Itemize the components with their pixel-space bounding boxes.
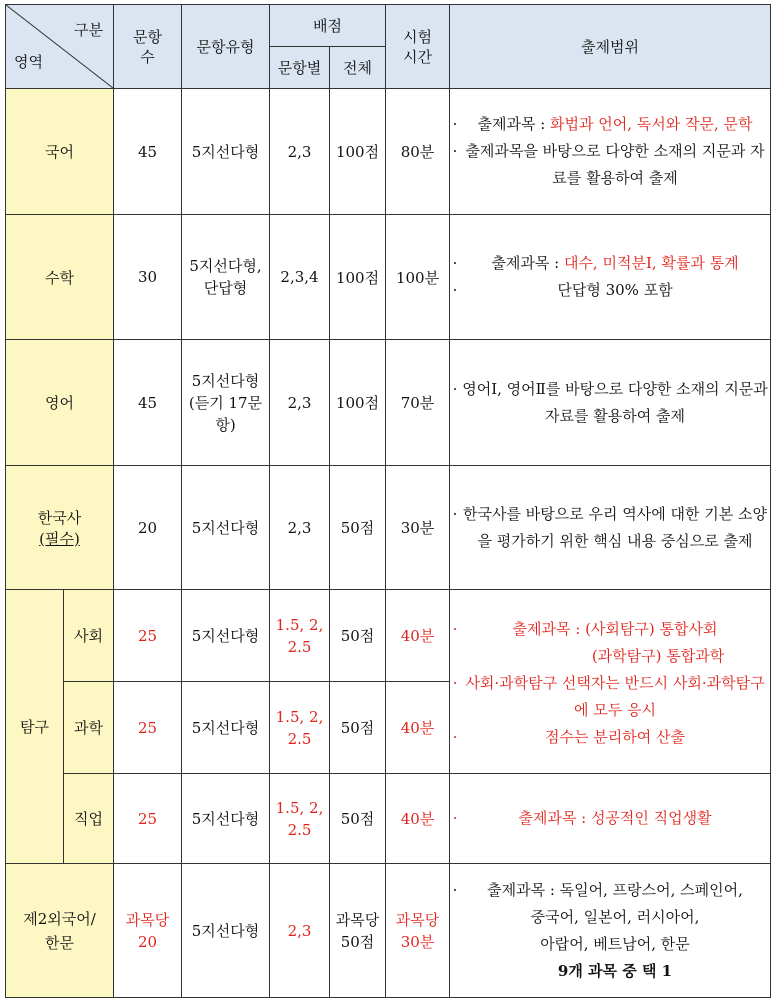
time-english: 70분: [386, 340, 450, 466]
scope-inquiry: · 출제과목 : (사회탐구) 통합사회 (과학탐구) 통합과학 · 사회·과학탐구 선택자는 반드시 사회·과학탐구에 모두 응시 · 점수는 분리하여 산출: [450, 590, 771, 774]
scope-english: · 영어Ⅰ, 영어Ⅱ를 바탕으로 다양한 소재의 지문과 자료를 활용하여 출제: [450, 340, 771, 466]
count-english: 45: [114, 340, 182, 466]
type-social: 5지선다형: [182, 590, 270, 682]
per-english: 2,3: [270, 340, 330, 466]
area-history: [6, 466, 114, 590]
scope-job: · 출제과목 : 성공적인 직업생활: [450, 774, 771, 864]
per-job: 1.5, 2, 2.5: [270, 774, 330, 864]
time-job: 40분: [386, 774, 450, 864]
diagonal-line: [6, 5, 113, 88]
scope-history: · 한국사를 바탕으로 우리 역사에 대한 기본 소양을 평가하기 위한 핵심 내용 중심으로 출제: [450, 466, 771, 590]
area-math: 수학: [6, 215, 114, 340]
per-korean: 2,3: [270, 89, 330, 215]
area-english: 영어: [6, 340, 114, 466]
count-job: 25: [114, 774, 182, 864]
time-korean: 80분: [386, 89, 450, 215]
sub-job: 직업: [64, 774, 114, 864]
row-korean: [6, 89, 771, 215]
header-time: 시험 시간: [386, 5, 450, 89]
count-science: 25: [114, 682, 182, 774]
header-item-type: 문항유형: [182, 5, 270, 89]
scope-foreign: · 출제과목 : 독일어, 프랑스어, 스페인어, 중국어, 일본어, 러시아어, 아랍어, 베트남어, 한문 9개 과목 중 택 1: [450, 864, 771, 998]
area-korean: 국어: [6, 89, 114, 215]
type-science: 5지선다형: [182, 682, 270, 774]
area-inquiry: 탐구: [6, 590, 64, 864]
header-area: 영역: [14, 53, 43, 71]
total-foreign: 과목당 50점: [330, 864, 386, 998]
count-history: 20: [114, 466, 182, 590]
header-score: 배점: [270, 5, 386, 47]
header-score-per: 문항별: [270, 47, 330, 89]
total-science: 50점: [330, 682, 386, 774]
row-history: [6, 466, 771, 590]
time-science: 40분: [386, 682, 450, 774]
count-math: 30: [114, 215, 182, 340]
time-foreign: 과목당 30분: [386, 864, 450, 998]
count-korean: 45: [114, 89, 182, 215]
area-foreign: 제2외국어/ 한문: [6, 864, 114, 998]
per-history: 2,3: [270, 466, 330, 590]
type-english: 5지선다형 (듣기 17문항): [182, 340, 270, 466]
total-history: 50점: [330, 466, 386, 590]
per-social: 1.5, 2, 2.5: [270, 590, 330, 682]
per-science: 1.5, 2, 2.5: [270, 682, 330, 774]
area-history-label: 한국사: [37, 508, 82, 527]
row-inquiry-job: [6, 774, 771, 864]
count-foreign: 과목당 20: [114, 864, 182, 998]
exam-table: [5, 4, 771, 998]
sub-science: 과학: [64, 682, 114, 774]
header-score-total: 전체: [330, 47, 386, 89]
header-diagonal-cell: [6, 5, 114, 89]
total-social: 50점: [330, 590, 386, 682]
total-english: 100점: [330, 340, 386, 466]
header-gubun: 구분: [74, 21, 103, 39]
area-history-note: (필수): [39, 529, 80, 548]
type-math: 5지선다형, 단답형: [182, 215, 270, 340]
time-math: 100분: [386, 215, 450, 340]
row-math: [6, 215, 771, 340]
per-foreign: 2,3: [270, 864, 330, 998]
time-social: 40분: [386, 590, 450, 682]
row-inquiry-social: [6, 590, 771, 682]
per-math: 2,3,4: [270, 215, 330, 340]
time-history: 30분: [386, 466, 450, 590]
type-history: 5지선다형: [182, 466, 270, 590]
type-korean: 5지선다형: [182, 89, 270, 215]
count-social: 25: [114, 590, 182, 682]
type-foreign: 5지선다형: [182, 864, 270, 998]
total-job: 50점: [330, 774, 386, 864]
header-scope: 출제범위: [450, 5, 771, 89]
type-job: 5지선다형: [182, 774, 270, 864]
row-english: [6, 340, 771, 466]
scope-math: · 출제과목 : 대수, 미적분I, 확률과 통계 · 단답형 30% 포함: [450, 215, 771, 340]
total-korean: 100점: [330, 89, 386, 215]
header-num-items: 문항 수: [114, 5, 182, 89]
row-foreign: [6, 864, 771, 998]
sub-social: 사회: [64, 590, 114, 682]
scope-korean: · 출제과목 : 화법과 언어, 독서와 작문, 문학 · 출제과목을 바탕으로 다양한 소재의 지문과 자료를 활용하여 출제: [450, 89, 771, 215]
total-math: 100점: [330, 215, 386, 340]
